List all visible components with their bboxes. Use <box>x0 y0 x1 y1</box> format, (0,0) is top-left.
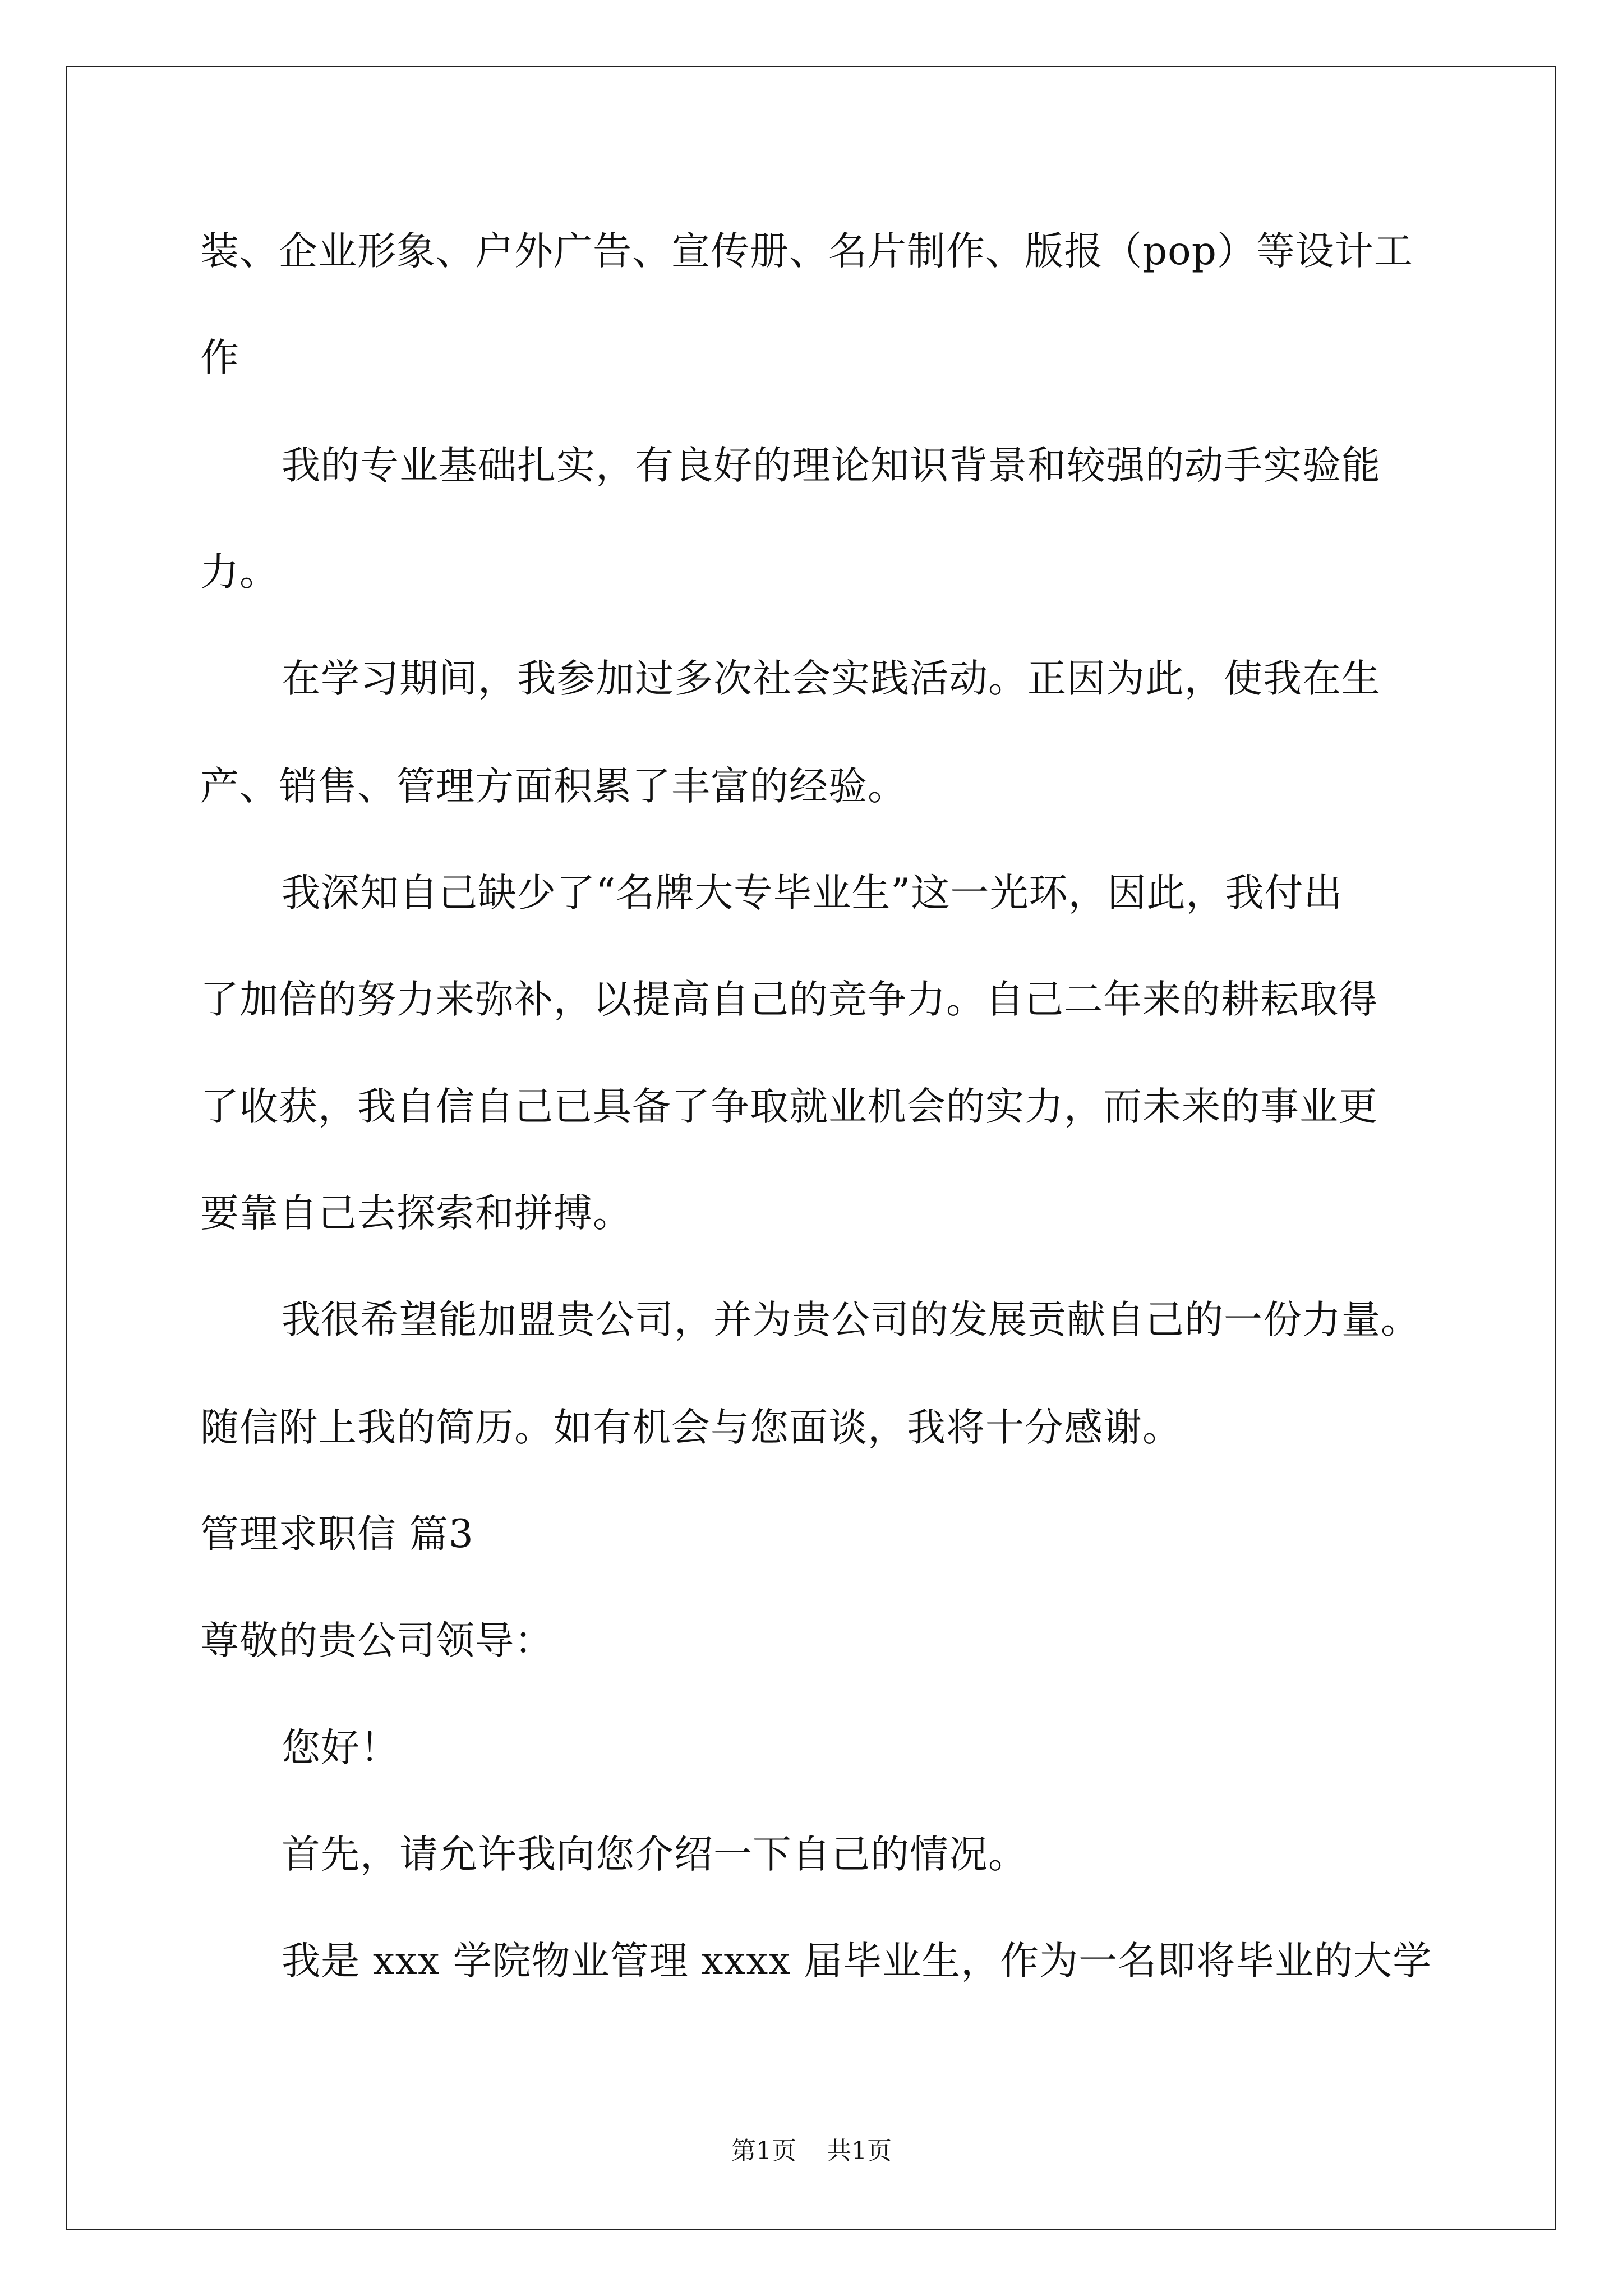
page-number-total: 共1页 <box>827 2137 892 2165</box>
text-line-16: 首先，请允许我向您介绍一下自己的情况。 <box>282 1832 1027 1877</box>
text-line-4: 力。 <box>200 550 279 595</box>
text-line-8: 了加倍的努力来弥补，以提高自己的竞争力。自己二年来的耕耘取得 <box>200 977 1378 1022</box>
text-line-7: 我深知自己缺少了“名牌大专毕业生”这一光环，因此，我付出 <box>282 871 1343 915</box>
text-line-3: 我的专业基础扎实，有良好的理论知识背景和较强的动手实验能 <box>282 443 1381 488</box>
text-line-17: 我是 xxx 学院物业管理 xxxx 届毕业生，作为一名即将毕业的大学 <box>282 1939 1432 1984</box>
text-line-2: 作 <box>200 335 239 380</box>
text-line-1: 装、企业形象、户外广告、宣传册、名片制作、版报（pop）等设计工 <box>200 229 1413 274</box>
text-line-5: 在学习期间，我参加过多次社会实践活动。正因为此，使我在生 <box>282 656 1381 701</box>
page-footer <box>0 2137 1623 2165</box>
page-number-current: 第1页 <box>731 2137 796 2165</box>
text-line-10: 要靠自己去探索和拼搏。 <box>200 1191 632 1236</box>
text-line-11: 我很希望能加盟贵公司，并为贵公司的发展贡献自己的一份力量。 <box>282 1297 1420 1342</box>
page-border <box>66 66 1556 2230</box>
greeting: 您好！ <box>282 1726 399 1770</box>
text-line-12: 随信附上我的简历。如有机会与您面谈，我将十分感谢。 <box>200 1405 1182 1450</box>
text-line-9: 了收获，我自信自己已具备了争取就业机会的实力，而未来的事业更 <box>200 1084 1378 1129</box>
salutation: 尊敬的贵公司领导： <box>200 1618 554 1663</box>
text-line-6: 产、销售、管理方面积累了丰富的经验。 <box>200 764 907 809</box>
section-heading: 管理求职信 篇3 <box>200 1512 474 1557</box>
